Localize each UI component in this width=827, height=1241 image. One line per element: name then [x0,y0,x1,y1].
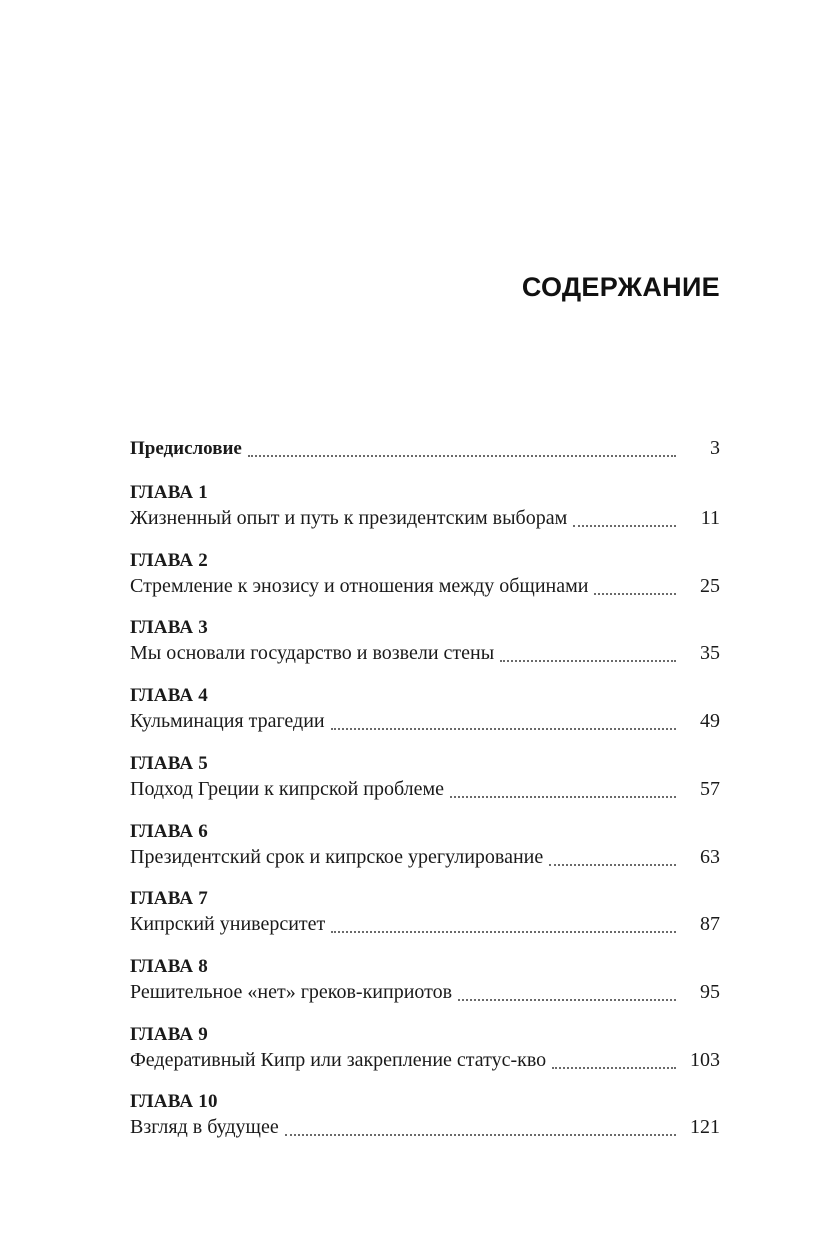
toc-line [130,573,720,599]
chapter-label: ГЛАВА 3 [130,617,208,638]
toc-line [130,435,720,461]
dot-leader [500,659,676,662]
entry-title: Президентский срок и кипрское урегулирование [130,846,544,868]
page-number: 25 [700,575,720,597]
page-number: 87 [700,913,720,935]
entry-title: Стремление к энозису и отношения между общинами [130,575,589,597]
chapter-label: ГЛАВА 2 [130,550,208,571]
dot-leader [285,1133,676,1136]
page-number: 3 [710,437,720,459]
dot-leader [552,1066,676,1069]
toc-line [130,844,720,870]
dot-leader [573,524,676,527]
entry-title: Кипрский университет [130,913,326,935]
toc-line [130,911,720,937]
page-number: 121 [690,1116,720,1138]
toc-line [130,776,720,802]
toc-line [130,979,720,1005]
page-number: 35 [700,642,720,664]
chapter-label: ГЛАВА 6 [130,821,208,842]
chapter-label: ГЛАВА 4 [130,685,208,706]
page-number: 49 [700,710,720,732]
entry-title: Взгляд в будущее [130,1116,279,1138]
entry-title: Решительное «нет» греков-киприотов [130,981,453,1003]
dot-leader [331,727,676,730]
entry-title: Федеративный Кипр или закрепление статус-кво [130,1049,547,1071]
page-number: 57 [700,778,720,800]
chapter-label: ГЛАВА 9 [130,1024,208,1045]
chapter-label: ГЛАВА 10 [130,1091,218,1112]
chapter-label: ГЛАВА 5 [130,753,208,774]
chapter-label: ГЛАВА 8 [130,956,208,977]
dot-leader [594,592,676,595]
entry-title: Подход Греции к кипрской проблеме [130,778,445,800]
dot-leader [549,863,676,866]
toc-line [130,505,720,531]
entry-title: Жизненный опыт и путь к президентским выборам [130,507,568,529]
entry-title: Предисловие [130,438,242,459]
chapter-label: ГЛАВА 1 [130,482,208,503]
dot-leader [450,795,676,798]
page-title: СОДЕРЖАНИЕ [521,272,720,302]
dot-leader [458,998,676,1001]
toc-line [130,1047,720,1073]
dot-leader [331,930,676,933]
toc-line [130,640,720,666]
entry-title: Мы основали государство и возвели стены [130,642,495,664]
entry-title: Кульминация трагедии [130,710,325,732]
toc-line [130,708,720,734]
chapter-label: ГЛАВА 7 [130,888,208,909]
page-number: 95 [700,981,720,1003]
page-number: 63 [700,846,720,868]
page-number: 103 [690,1049,720,1071]
toc-line [130,1114,720,1140]
page-number: 11 [700,507,720,529]
dot-leader [248,454,676,457]
